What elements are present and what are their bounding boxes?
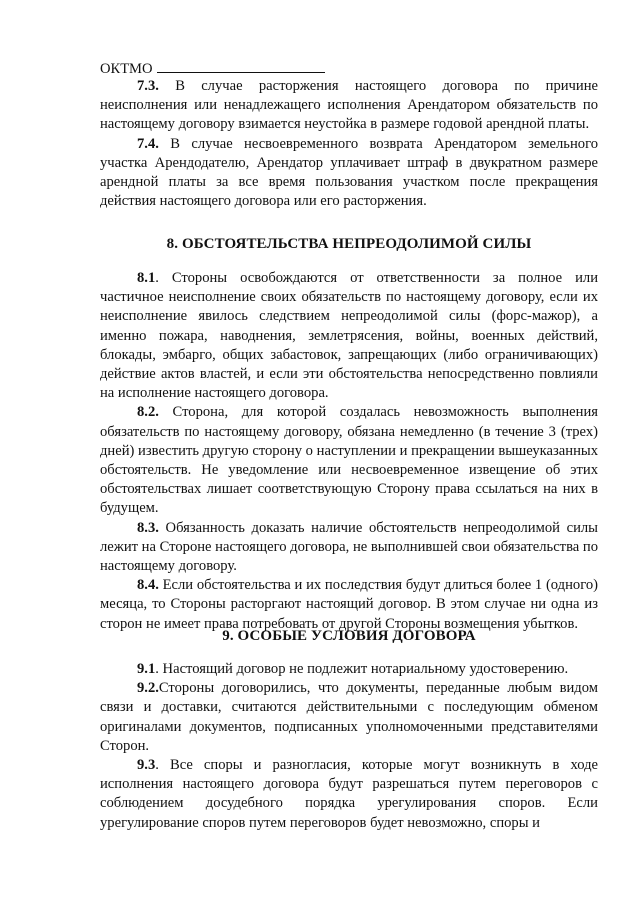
clause-number: 7.3.: [137, 78, 159, 94]
oktmo-blank-line: [157, 59, 325, 73]
clause-text: Если обстоятельства и их последствия будут длиться более 1 (одного) месяца, то Стороны расторгают настоящий договор. В этом случае ни одна из сторон не имеет права потребовать от другой Стороны возмещения убытков.: [100, 577, 598, 632]
clause-number: 9.2.: [137, 680, 159, 697]
clause-9-3: [100, 756, 598, 833]
clause-number: 7.4.: [137, 135, 159, 152]
clause-text: . Настоящий договор не подлежит нотариальному удостоверению.: [155, 661, 569, 677]
clause-8-1: [100, 269, 598, 403]
clause-7-4: [100, 135, 598, 212]
clause-text: В случае несвоевременного возврата Арендатором земельного участка Арендодателю, Арендатор уплачивает штраф в двукратном размере арендной платы за все время пользования участком после прекращения действия настоящего договора или его расторжения.: [100, 135, 598, 210]
clause-text: . Все споры и разногласия, которые могут возникнуть в ходе исполнения настоящего договора будут разрешаться путем переговоров с соблюдением досудебного порядка урегулирования споров. Если урегулирование споров путем переговоров будет невозможно, споры и: [100, 757, 598, 831]
clause-8-3: [100, 519, 598, 577]
clause-number: 8.2.: [137, 404, 159, 421]
section-9-heading: 9. ОСОБЫЕ УСЛОВИЯ ДОГОВОРА: [222, 628, 476, 644]
clause-number: 9.3: [137, 757, 156, 774]
clause-number: 8.3.: [137, 519, 159, 536]
section-7-tail: [100, 77, 598, 211]
section-8-body: [100, 269, 598, 634]
clause-7-3: [100, 77, 598, 135]
clause-text: Стороны договорились, что документы, переданные любым видом связи и доставки, считаются действительными с последующим обменом оригиналами документов, подписанных уполномоченными представителями Сторон.: [100, 680, 598, 754]
clause-8-2: [100, 403, 598, 518]
oktmo-label: ОКТМО: [100, 61, 153, 77]
section-9-body: [100, 660, 598, 833]
section-8-heading: 8. ОБСТОЯТЕЛЬСТВА НЕПРЕОДОЛИМОЙ СИЛЫ: [166, 236, 532, 252]
clause-number: 8.1: [137, 270, 156, 286]
clause-text: Сторона, для которой создалась невозможность выполнения обязательств по настоящему договору, обязана немедленно (в течение 3 (трех) дней) известить другую сторону о наступлении и прекращении вышеуказанных обстоятельств. Не уведомление или несвоевременное извещение об этих обстоятельствах лишает соответствующую Сторону права ссылаться на них в будущем.: [100, 404, 598, 517]
clause-text: В случае расторжения настоящего договора по причине неисполнения или ненадлежащего исполнения Арендатором обязательств по настоящему договору взимается неустойка в размере годовой арендной платы.: [100, 78, 598, 133]
clause-text: . Стороны освобождаются от ответственности за полное или частичное неисполнение своих обязательств по настоящему договору, если их неисполнение явилось следствием непреодолимой силы (форс-мажор), а именно пожара, наводнения, землетрясения, войны, военных действий, блокады, эмбарго, общих забастовок, запрещающих (либо ограничивающих) действие актов властей, и если эти обстоятельства непосредственно повлияли на исполнение настоящего договора.: [100, 270, 598, 402]
clause-number: 9.1: [137, 661, 156, 677]
clause-number: 8.4.: [137, 577, 159, 594]
clause-9-2: [100, 679, 598, 756]
clause-9-1: [100, 660, 598, 679]
clause-text: Обязанность доказать наличие обстоятельств непреодолимой силы лежит на Стороне настоящего договора, не выполнившей свои обязательства по настоящему договору.: [100, 519, 598, 575]
clause-8-4: [100, 576, 598, 634]
